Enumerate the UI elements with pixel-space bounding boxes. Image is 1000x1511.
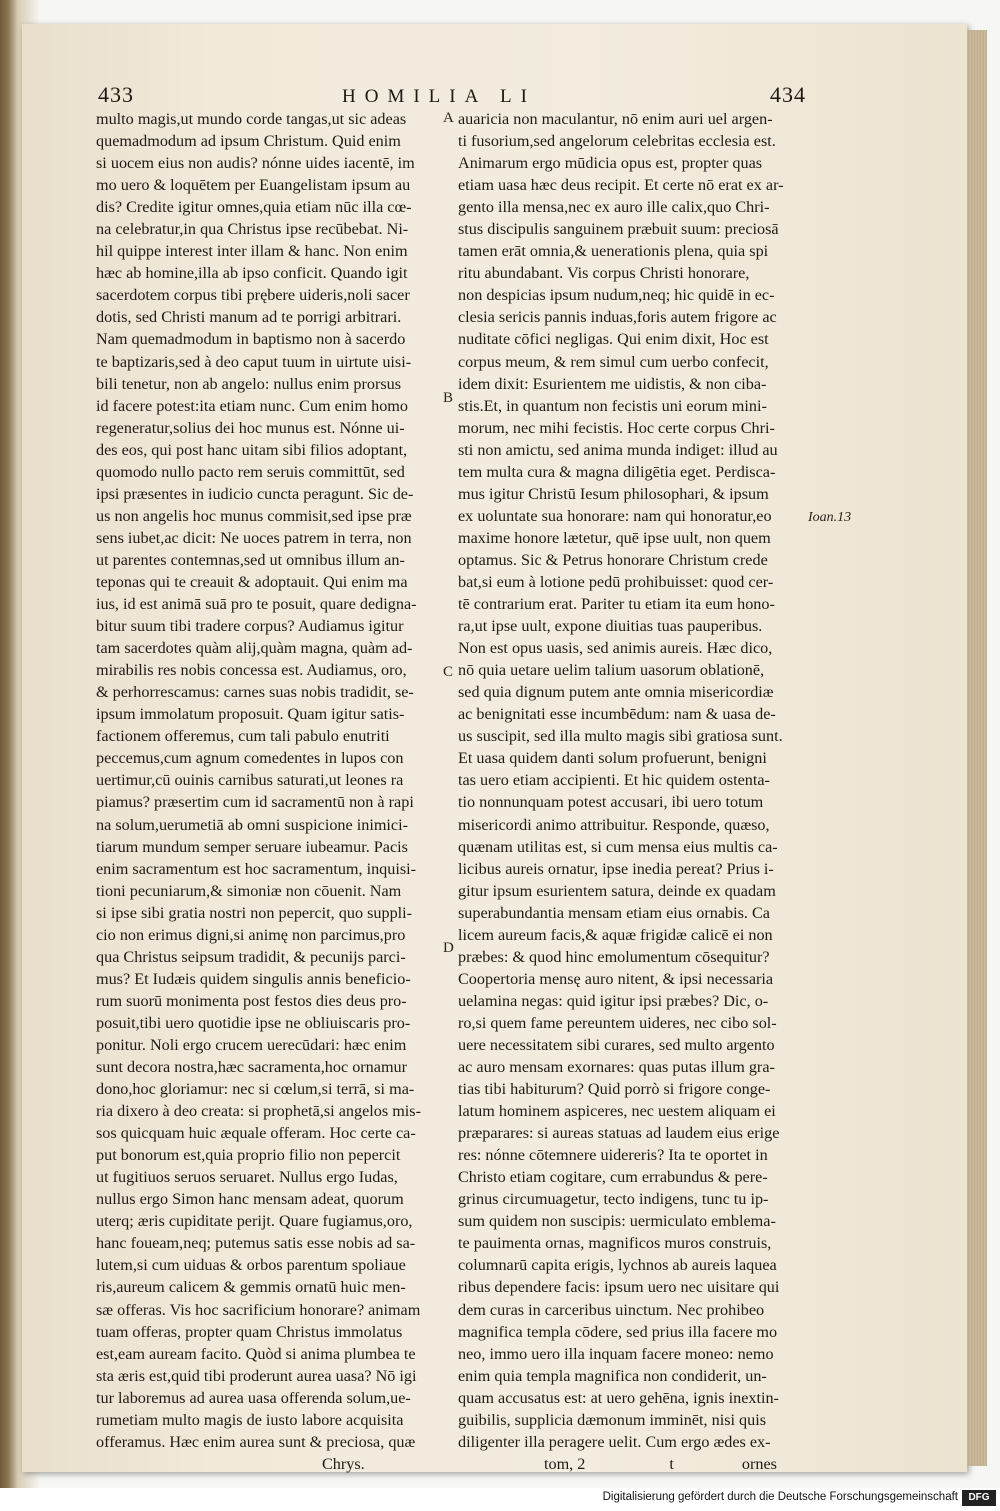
text-line: sed quia dignum putem ante omnia misericordiæ: [458, 683, 774, 702]
text-line: sunt decora nostra,hæc sacramenta,hoc ornamur: [96, 1058, 408, 1077]
signature-mark: tom, 2: [544, 1454, 586, 1473]
text-line: superabundantia mensam etiam eius ornabis. Ca: [458, 903, 770, 922]
text-line: rum suorū monimenta post festos dies deus pro-: [96, 991, 407, 1010]
text-line: etiam uasa hæc deus recipit. Et certe nō erat ex ar-: [458, 176, 784, 195]
text-line: sta æris est,quid tibi proderunt aurea uasa? Nō igi: [96, 1366, 417, 1385]
text-line: tio nonnunquam potest accusari, ibi uero totum: [458, 793, 764, 812]
text-line: præparares: si aureas statuas ad laudem eius erige: [458, 1124, 780, 1143]
text-line: licibus aureis ornatur, ipse inedia pereat? Prius i-: [458, 859, 774, 878]
text-line: ris,aureum calicem & gemmis ornatū huic men-: [96, 1278, 406, 1297]
text-line: factionem offeremus, cum tali pabulo enutriti: [96, 727, 390, 746]
text-line: diligenter illa peragere uelit. Cum ergo ædes ex-: [458, 1432, 771, 1451]
text-line: offeramus. Hæc enim aurea sunt & preciosa, quæ: [96, 1432, 416, 1451]
text-line: nuditate cōfici negligas. Qui enim dixit, Hoc est: [458, 330, 769, 349]
text-line: optamus. Sic & Petrus honorare Christum crede: [458, 550, 768, 569]
text-line: posuit,tibi uero quotidie ipse ne obliuiscaris pro-: [96, 1013, 411, 1032]
text-line: uertimur,cū ouinis carnibus saturati,ut leones ra: [96, 771, 404, 790]
text-line: dotis, sed Christi manum ad te porrigi arbitrari.: [96, 308, 402, 327]
text-line: grinus circumuagetur, tecto indigens, tunc tu ip-: [458, 1190, 769, 1209]
text-line: sæ offeras. Vis hoc sacrificium honorare? animam: [96, 1300, 421, 1319]
catchword-right: ornes: [741, 1454, 777, 1473]
text-line: licem aureum facis,& aquæ frigidæ calicē ei non: [458, 925, 773, 944]
text-line: tuam offeras, propter quam Christus immolatus: [96, 1322, 403, 1341]
text-line: quemadmodum ad ipsum Christum. Quid enim: [96, 132, 401, 151]
digitization-credit: Digitalisierung gefördert durch die Deutsche Forschungsgemeinschaft: [602, 1491, 958, 1503]
text-line: ipsum immolatum proposuit. Quam igitur satis-: [96, 705, 405, 724]
text-line: ipsi præsentes in iudicio cuncta peragunt. Sic de-: [96, 484, 414, 503]
text-line: mus igitur Christū Iesum philosophari, & ipsum: [458, 484, 769, 503]
text-line: misericordi animo attribuitur. Responde, quæso,: [458, 815, 770, 834]
text-line: hæc ab homine,illa ab ipso conficit. Quando igit: [96, 264, 408, 283]
text-line: te pauimenta ornas, magnificos muros construis,: [458, 1234, 772, 1253]
text-line: ro,si quem fame pereuntem uideres, nec cibo sol-: [458, 1013, 777, 1032]
text-line: uelamina negas: quid igitur ipsi præbes? Dic, o-: [458, 991, 769, 1010]
text-line: tamen erāt omnia,& uenerationis plena, quia spi: [458, 242, 769, 261]
text-line: bitur suum tibi tradere corpus? Audiamus igitur: [96, 617, 404, 636]
text-line: enim quia templa magnifica non condiderit, un-: [458, 1366, 767, 1385]
running-title: HOMILIA LI: [342, 86, 536, 107]
text-line: quomodo nullo pacto rem seruis committūt, sed: [96, 462, 405, 481]
text-line: des eos, qui post hanc uitam sibi filios adoptant,: [96, 440, 408, 459]
text-line: uterq; æris cupiditate perijt. Quare fugiamus,oro,: [96, 1212, 413, 1231]
text-line: magnifica templa cōdere, sed prius illa facere mo: [458, 1322, 778, 1341]
text-line: peccemus,cum agnum comedentes in lupos con: [96, 749, 404, 768]
text-line: gitur ipsum esurientem satura, deinde ex quadam: [458, 881, 776, 900]
text-line: ponitur. Noli ergo crucem uerecūdari: hæc enim: [96, 1035, 407, 1054]
text-line: ti fusorium,sed angelorum celebritas ecclesia est.: [458, 132, 776, 151]
text-line: dis? Credite igitur omnes,quia etiam nūc illa cœ-: [96, 198, 412, 217]
signature-line: [458, 1453, 810, 1475]
text-line: dem curas in carceribus uinctum. Nec prohibeo: [458, 1300, 765, 1319]
text-line: Coopertoria mensę auro nitent, & ipsi necessaria: [458, 969, 774, 988]
dfg-logo: DFG: [962, 1490, 996, 1506]
text-line: sos quicquam huic æquale offeram. Hoc certe ca-: [96, 1124, 416, 1143]
text-line: columnarū capita erigis, lychnos ab aureis laquea: [458, 1256, 777, 1275]
text-line: si uocem eius non audis? nónne uides iacentē, im: [96, 154, 415, 173]
text-line: multo magis,ut mundo corde tangas,ut sic adeas: [96, 110, 407, 128]
text-line: Animarum ergo mūdicia opus est, propter quas: [458, 154, 763, 173]
text-line: corpus meum, & rem simul cum uerbo confecit,: [458, 352, 769, 371]
text-line: id facere potest:ita etiam nunc. Cum enim homo: [96, 396, 408, 415]
text-line: Et uasa quidem danti solum profuerunt, benigni: [458, 749, 767, 768]
text-line: ra,ut ipse uult, expone diuitias tuas pauperibus.: [458, 617, 763, 636]
text-line: piamus? præsertim cum id sacramentū non à rapi: [96, 793, 414, 812]
signature-letter: t: [669, 1454, 674, 1473]
text-line: si ipse sibi gratia nostri non pepercit, quo suppli-: [96, 903, 413, 922]
text-line: latum hominem aspiceres, nec uestem aliquam ei: [458, 1102, 776, 1121]
text-line: nullus ergo Simon hanc mensam adeat, quorum: [96, 1190, 404, 1209]
section-marker-d: D: [443, 940, 454, 956]
section-marker-c: C: [443, 664, 454, 680]
text-line: mus? Et Iudæis quidem singulis annis beneficio-: [96, 969, 411, 988]
text-line: morum, nec mihi fecistis. Hoc certe corpus Chri-: [458, 418, 775, 437]
text-line: sti non amictu, sed anima munda indiget: illud au: [458, 440, 778, 459]
text-line: bili tenetur, non ab angelo: nullus enim prorsus: [96, 374, 402, 393]
text-column-right: [458, 108, 810, 1475]
text-line: tē contrarium erat. Pariter tu etiam ita eum hono-: [458, 595, 775, 614]
text-line: dono,hoc gloriamur: nec si cœlum,si terrā, si ma-: [96, 1080, 415, 1099]
text-line: rumetiam multo magis de iusto labore acquisita: [96, 1410, 404, 1429]
text-line: tem multa cura & magna diligētia eget. Perdisca-: [458, 462, 776, 481]
text-line: auaricia non maculantur, nō enim auri uel argen-: [458, 110, 773, 128]
text-line: Nam quemadmodum in baptismo non à sacerdo: [96, 330, 406, 349]
text-line: enim sacramentum est hoc sacramentum, inquisi-: [96, 859, 417, 878]
folio-number-left: 433: [98, 82, 134, 107]
text-line: nō quia uetare uelim talium uasorum oblationē,: [458, 661, 765, 680]
text-line: ribus dependere facis: ipsum uero nec uisitare qui: [458, 1278, 780, 1297]
text-line: tias tibi habiturum? Quid porrò si frigore conge-: [458, 1080, 771, 1099]
text-line: na celebratur,in qua Christus ipse recūbebat. Ni-: [96, 220, 409, 239]
text-line: ria dixero à deo creata: si prophetā,si angelos mis-: [96, 1102, 421, 1121]
text-line: mo uero & loquētem per Euangelistam ipsum au: [96, 176, 411, 195]
text-line: us non angelis hoc munus commisit,sed ipse præ: [96, 506, 412, 525]
text-line: ac auro mensam exornares: quas putas illum gra-: [458, 1058, 775, 1077]
text-line: ut parentes contemnas,sed ut omnibus illum an-: [96, 550, 405, 569]
text-line: stus discipulis sanguinem præbuit suum: preciosā: [458, 220, 779, 239]
text-line: te baptizaris,sed à deo caput tuum in uirtute uisi-: [96, 352, 412, 371]
text-line: quænam utilitas est, si cum mensa eius multis ca-: [458, 837, 778, 856]
text-line: cio non erimus digni,si animę non parcimus,pro: [96, 925, 406, 944]
text-line: Christo etiam cogitare, cum errabundus & pere-: [458, 1168, 768, 1187]
text-line: idem dixit: Esurientem me uidistis, & non ciba-: [458, 374, 767, 393]
catchword-left: Chrys.: [322, 1454, 365, 1473]
text-line: sens iubet,ac dicit: Ne uoces patrem in terra, non: [96, 528, 412, 547]
text-line: ut fugitiuos seruos seruaret. Nullus ergo Iudas,: [96, 1168, 398, 1187]
text-line: gento illa mensa,nec ex auro ille calix,quo Chri-: [458, 198, 770, 217]
text-line: teponas qui te creauit & adoptauit. Qui enim ma: [96, 572, 408, 591]
text-line: bat,si eum à lotione pedū prohibuisset: quod cer-: [458, 572, 774, 591]
text-line: clesia sericis pannis induas,foris autem frigore ac: [458, 308, 777, 327]
text-line: put bonorum est,quia proprio filio non pepercit: [96, 1146, 401, 1165]
text-line: uere necessitatem sibi curares, sed multo argento: [458, 1035, 775, 1054]
text-line: us suscipit, sed illa multo magis sibi gratiosa sunt.: [458, 727, 783, 746]
text-line: tas uero etiam accipienti. Et hic quidem ostenta-: [458, 771, 770, 790]
margin-reference-note: Ioan.13: [808, 510, 852, 525]
text-line: & perhorrescamus: carnes suas nobis tradidit, se-: [96, 683, 414, 702]
text-line: sum quidem non suscipis: uermiculato emblema-: [458, 1212, 776, 1231]
text-line: lutem,si cum uiduas & orbos parentum spoliaue: [96, 1256, 406, 1275]
text-line: præbes: & quod hinc emolumentum cōsequitur?: [458, 947, 770, 966]
page-fore-edge: [967, 30, 987, 1466]
text-line: tam sacerdotes quàm alij,quàm magna, quàm ad-: [96, 639, 413, 658]
section-marker-a: A: [443, 110, 454, 126]
text-line: stis.Et, in quantum non fecistis uni eorum mini-: [458, 396, 767, 415]
text-line: hanc foueam,neq; putemus satis esse nobis ad sa-: [96, 1234, 416, 1253]
text-column-left: [96, 108, 438, 1475]
text-line: mirabilis res nobis concessa est. Audiamus, oro,: [96, 661, 407, 680]
text-line: regeneratur,solius dei hoc munus est. Nónne ui-: [96, 418, 405, 437]
text-line: neo, immo uero illa inquam facere moneo: nemo: [458, 1344, 774, 1363]
text-line: tiarum mundum semper seruare iubeamur. Pacis: [96, 837, 408, 856]
text-line: ac benignitati esse incumbēdum: nam & uasa de-: [458, 705, 776, 724]
text-line: hil quippe interest inter illam & hanc. Non enim: [96, 242, 408, 261]
text-line: guibilis, supplicia dæmonum imminēt, nisi quis: [458, 1410, 767, 1429]
text-line: tioni pecuniarum,& simoniæ non cōuenit. Nam: [96, 881, 402, 900]
text-line: ius, id est animā suā pro te posuit, quare dedigna-: [96, 595, 417, 614]
text-line: sacerdotem corpus tibi prębere uideris,noli sacer: [96, 286, 410, 305]
section-marker-b: B: [443, 390, 454, 406]
text-line: tur laboremus ad aurea uasa offerenda solum,ue-: [96, 1388, 411, 1407]
text-line: ex uoluntate sua honorare: nam qui honoratur,eo: [458, 506, 772, 525]
text-line: Non est opus uasis, sed animis aureis. Hæc dico,: [458, 639, 773, 658]
text-line: qua Christus seipsum tradidit, & pecunijs parci-: [96, 947, 406, 966]
text-line: maxime honore lætetur, quē ipse uult, non quem: [458, 528, 771, 547]
text-line: quam accusatus est: at uero gehēna, ignis inextin-: [458, 1388, 779, 1407]
text-line: na solum,uerumetiā ab omni suspicione inimici-: [96, 815, 408, 834]
text-line: ritu abundabant. Vis corpus Christi honorare,: [458, 264, 750, 283]
text-line: res: nónne cōtemnere uidereris? Ita te oportet in: [458, 1146, 768, 1165]
text-line: non despicias ipsum nudum,neq; hic quidē in ec-: [458, 286, 775, 305]
text-line: est,eam auream facito. Quòd si anima plumbea te: [96, 1344, 416, 1363]
folio-number-right: 434: [770, 82, 806, 107]
